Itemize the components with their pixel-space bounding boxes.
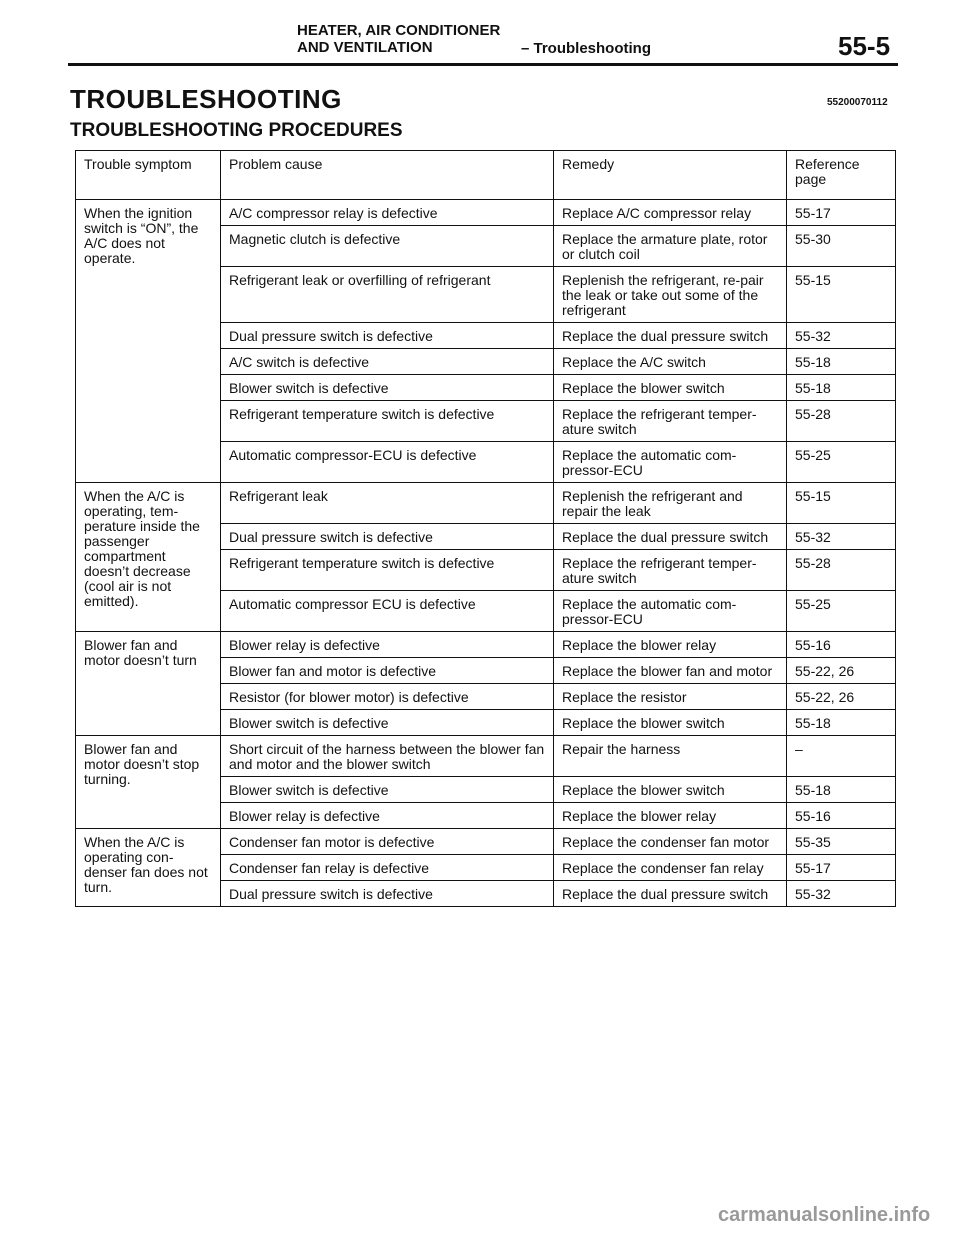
remedy-cell: Replace the blower relay (554, 803, 787, 829)
reference-page-cell: 55-16 (787, 803, 896, 829)
section-title: TROUBLESHOOTING (70, 84, 342, 114)
problem-cause-cell: Refrigerant leak (221, 483, 554, 524)
problem-cause-cell: Automatic compressor ECU is defective (221, 591, 554, 632)
remedy-cell: Replace the automatic com-pressor-ECU (554, 442, 787, 483)
troubleshooting-table (75, 150, 896, 907)
problem-cause-cell: Short circuit of the harness between the blower fan and motor and the blower switch (221, 736, 554, 777)
header-title-line1: HEATER, AIR CONDITIONER (297, 22, 501, 39)
reference-page-cell: 55-16 (787, 632, 896, 658)
table-row (76, 483, 896, 524)
header-title-line2: AND VENTILATION (297, 39, 433, 56)
problem-cause-cell: Automatic compressor-ECU is defective (221, 442, 554, 483)
remedy-cell: Replace the condenser fan motor (554, 829, 787, 855)
remedy-cell: Replace the blower relay (554, 632, 787, 658)
problem-cause-cell: Refrigerant temperature switch is defective (221, 401, 554, 442)
remedy-cell: Replace the A/C switch (554, 349, 787, 375)
remedy-cell: Replace the armature plate, rotor or clutch coil (554, 226, 787, 267)
remedy-cell: Repair the harness (554, 736, 787, 777)
remedy-cell: Replace the blower switch (554, 710, 787, 736)
reference-page-cell: 55-30 (787, 226, 896, 267)
reference-page-cell: 55-32 (787, 881, 896, 907)
reference-page-cell: 55-18 (787, 710, 896, 736)
watermark: carmanualsonline.info (718, 1204, 931, 1226)
trouble-symptom-cell: When the A/C is operating con-denser fan does not turn. (76, 829, 221, 907)
problem-cause-cell: Blower fan and motor is defective (221, 658, 554, 684)
problem-cause-cell: Blower switch is defective (221, 710, 554, 736)
reference-page-cell: 55-32 (787, 323, 896, 349)
remedy-cell: Replace the dual pressure switch (554, 323, 787, 349)
remedy-cell: Replace the refrigerant temper-ature switch (554, 401, 787, 442)
reference-page-cell: 55-32 (787, 524, 896, 550)
table-row (76, 632, 896, 658)
remedy-cell: Replenish the refrigerant and repair the leak (554, 483, 787, 524)
remedy-cell: Replace the resistor (554, 684, 787, 710)
reference-page-cell: 55-25 (787, 442, 896, 483)
remedy-cell: Replace the dual pressure switch (554, 524, 787, 550)
reference-page-cell: 55-18 (787, 349, 896, 375)
header-title (297, 22, 500, 56)
reference-page-cell: 55-25 (787, 591, 896, 632)
problem-cause-cell: Refrigerant leak or overfilling of refrigerant (221, 267, 554, 323)
problem-cause-cell: Blower switch is defective (221, 777, 554, 803)
section-subtitle: TROUBLESHOOTING PROCEDURES (70, 120, 403, 141)
remedy-cell: Replace the blower switch (554, 375, 787, 401)
header-reference-page: Reference page (787, 151, 896, 200)
trouble-symptom-cell: When the ignition switch is “ON”, the A/C does not operate. (76, 200, 221, 483)
reference-page-cell: 55-35 (787, 829, 896, 855)
table-row (76, 829, 896, 855)
problem-cause-cell: Magnetic clutch is defective (221, 226, 554, 267)
table-body (76, 200, 896, 907)
table-row (76, 200, 896, 226)
remedy-cell: Replace A/C compressor relay (554, 200, 787, 226)
header-remedy: Remedy (554, 151, 787, 200)
table-row (76, 736, 896, 777)
reference-page-cell: 55-18 (787, 375, 896, 401)
problem-cause-cell: Dual pressure switch is defective (221, 881, 554, 907)
reference-page-cell: 55-22, 26 (787, 684, 896, 710)
remedy-cell: Replace the condenser fan relay (554, 855, 787, 881)
reference-page-cell: 55-18 (787, 777, 896, 803)
remedy-cell: Replenish the refrigerant, re-pair the leak or take out some of the refrigerant (554, 267, 787, 323)
header-subsection: – Troubleshooting (521, 40, 651, 57)
problem-cause-cell: Refrigerant temperature switch is defective (221, 550, 554, 591)
problem-cause-cell: Blower relay is defective (221, 632, 554, 658)
problem-cause-cell: Blower relay is defective (221, 803, 554, 829)
reference-page-cell: 55-15 (787, 483, 896, 524)
section-code: 55200070112 (827, 97, 888, 108)
reference-page-cell: 55-22, 26 (787, 658, 896, 684)
reference-page-cell: 55-15 (787, 267, 896, 323)
header-problem-cause: Problem cause (221, 151, 554, 200)
remedy-cell: Replace the dual pressure switch (554, 881, 787, 907)
remedy-cell: Replace the blower fan and motor (554, 658, 787, 684)
remedy-cell: Replace the automatic com-pressor-ECU (554, 591, 787, 632)
problem-cause-cell: A/C switch is defective (221, 349, 554, 375)
reference-page-cell: 55-17 (787, 200, 896, 226)
reference-page-cell: 55-28 (787, 401, 896, 442)
header-rule (68, 63, 898, 66)
table-header-row (76, 151, 896, 200)
problem-cause-cell: Condenser fan motor is defective (221, 829, 554, 855)
page-number: 55-5 (838, 31, 891, 61)
problem-cause-cell: Dual pressure switch is defective (221, 524, 554, 550)
problem-cause-cell: Resistor (for blower motor) is defective (221, 684, 554, 710)
trouble-symptom-cell: When the A/C is operating, tem-perature inside the passenger compartment doesn’t decrease (cool air is not emitted). (76, 483, 221, 632)
reference-page-cell: – (787, 736, 896, 777)
problem-cause-cell: Condenser fan relay is defective (221, 855, 554, 881)
problem-cause-cell: A/C compressor relay is defective (221, 200, 554, 226)
remedy-cell: Replace the blower switch (554, 777, 787, 803)
remedy-cell: Replace the refrigerant temper-ature switch (554, 550, 787, 591)
problem-cause-cell: Blower switch is defective (221, 375, 554, 401)
problem-cause-cell: Dual pressure switch is defective (221, 323, 554, 349)
trouble-symptom-cell: Blower fan and motor doesn’t stop turning. (76, 736, 221, 829)
reference-page-cell: 55-28 (787, 550, 896, 591)
reference-page-cell: 55-17 (787, 855, 896, 881)
header-trouble-symptom: Trouble symptom (76, 151, 221, 200)
trouble-symptom-cell: Blower fan and motor doesn’t turn (76, 632, 221, 736)
